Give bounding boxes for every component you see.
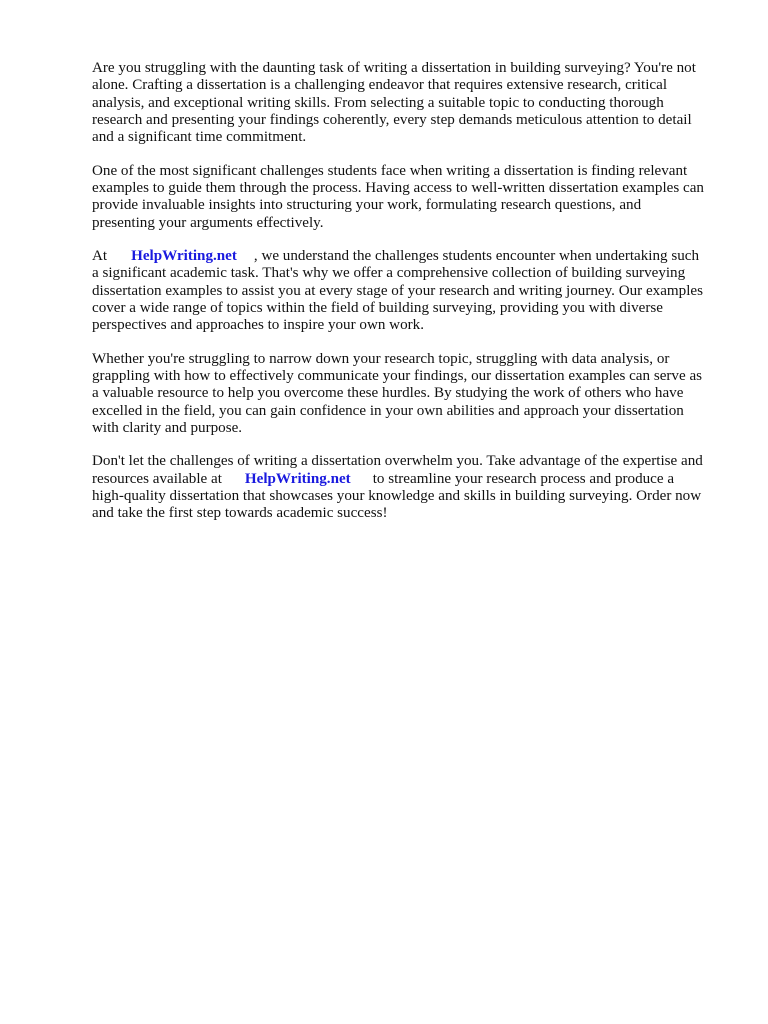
text-line: research and presenting your findings coherently, every step demands meticulous attention to detail	[92, 111, 692, 128]
text-line: Whether you're struggling to narrow down your research topic, struggling with data analysis, or	[92, 350, 670, 367]
text-line: grappling with how to effectively communicate your findings, our dissertation examples can serve as	[92, 368, 703, 385]
text-line-with-link	[92, 471, 732, 488]
text-line: with clarity and purpose.	[92, 419, 243, 436]
text-line: presenting your arguments effectively.	[92, 214, 324, 231]
text-line: examples to guide them through the process. Having access to well-written dissertation examples can	[92, 179, 704, 196]
text-line: One of the most significant challenges students face when writing a dissertation is finding relevant	[92, 162, 688, 179]
text-line: dissertation examples to assist you at every stage of your research and writing journey. Our examples	[92, 282, 703, 299]
text-line-with-link	[92, 248, 732, 265]
text-fragment: to streamline your research process and produce a	[372, 470, 675, 487]
text-line: and a significant time commitment.	[92, 129, 307, 146]
helpwriting-link[interactable]: HelpWriting.net	[244, 470, 351, 487]
text-line: alone. Crafting a dissertation is a challenging endeavor that requires extensive research, critical	[92, 77, 668, 94]
text-line: a significant academic task. That's why we offer a comprehensive collection of building surveying	[92, 265, 686, 282]
paragraph-resource	[92, 351, 732, 437]
text-line: Are you struggling with the daunting task of writing a dissertation in building surveying? You're not	[92, 60, 696, 76]
text-line: a valuable resource to help you overcome these hurdles. By studying the work of others who have	[92, 385, 684, 402]
paragraph-helpwriting	[92, 248, 732, 334]
text-line: cover a wide range of topics within the field of building surveying, providing you with diverse	[92, 299, 663, 316]
text-line: analysis, and exceptional writing skills. From selecting a suitable topic to conducting thorough	[92, 94, 664, 111]
helpwriting-link[interactable]: HelpWriting.net	[131, 248, 237, 265]
text-fragment: , we understand the challenges students encounter when undertaking such	[253, 248, 700, 265]
document-body	[92, 60, 732, 539]
text-line: high-quality dissertation that showcases your knowledge and skills in building surveying. Order now	[92, 487, 702, 504]
paragraph-call-to-action	[92, 453, 732, 522]
text-line: Don't let the challenges of writing a dissertation overwhelm you. Take advantage of the expertise and	[92, 453, 703, 470]
text-line: provide invaluable insights into structuring your work, formulating research questions, and	[92, 197, 642, 214]
paragraph-intro	[92, 60, 732, 146]
text-line: perspectives and approaches to inspire your own work.	[92, 317, 424, 334]
text-fragment: resources available at	[92, 470, 222, 487]
text-line: excelled in the field, you can gain confidence in your own abilities and approach your dissertation	[92, 402, 684, 419]
text-fragment: At	[92, 248, 108, 265]
paragraph-examples	[92, 163, 732, 232]
text-line: and take the first step towards academic success!	[92, 505, 388, 522]
